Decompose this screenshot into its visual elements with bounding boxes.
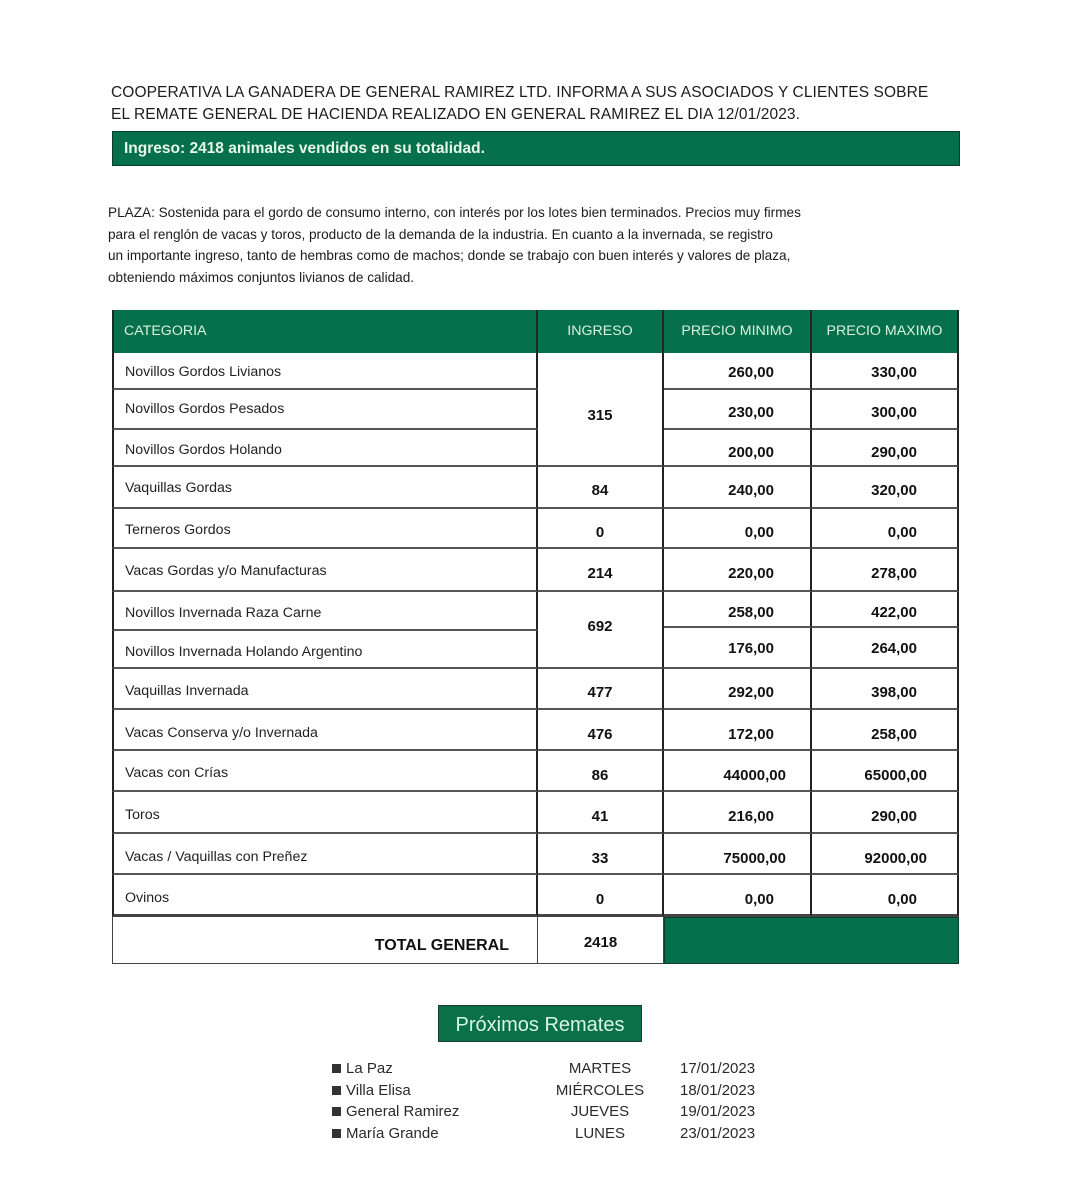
square-bullet-icon [332, 1086, 341, 1095]
remate-place: Villa Elisa [346, 1081, 411, 1099]
table-row-precio-min: 240,00 [664, 467, 812, 509]
table-row-precio-min: 176,00 [664, 628, 812, 669]
table-row-precio-min: 216,00 [664, 792, 812, 834]
list-item [332, 1081, 792, 1103]
table-row-precio-max: 398,00 [812, 669, 959, 710]
list-item [332, 1059, 792, 1081]
table-row-ingreso: 692 [538, 592, 664, 669]
square-bullet-icon [332, 1064, 341, 1073]
table-row-precio-max: 258,00 [812, 710, 959, 751]
table-row-category: Vacas Conserva y/o Invernada [112, 710, 538, 751]
remate-day: MIÉRCOLES [555, 1081, 645, 1099]
remate-day: LUNES [574, 1124, 626, 1142]
remate-date: 19/01/2023 [680, 1103, 756, 1120]
table-row-category: Novillos Gordos Livianos [112, 353, 538, 390]
table-row-category: Terneros Gordos [112, 509, 538, 549]
table-row-precio-max: 290,00 [812, 792, 959, 834]
table-row-ingreso: 476 [538, 710, 664, 751]
table-row-precio-min: 200,00 [664, 430, 812, 467]
table-row-precio-min: 258,00 [664, 592, 812, 628]
prices-table [112, 310, 959, 965]
table-row-precio-max: 320,00 [812, 467, 959, 509]
total-value: 2418 [583, 934, 618, 951]
proximos-remates-list [332, 1059, 792, 1145]
total-label-cell [112, 917, 538, 964]
table-row-category: Novillos Invernada Holando Argentino [112, 631, 538, 669]
total-label: TOTAL GENERAL [374, 937, 509, 954]
table-row-precio-min: 230,00 [664, 390, 812, 430]
column-header-label: PRECIO MAXIMO [826, 323, 943, 339]
remate-day: MARTES [568, 1060, 632, 1077]
table-row-category: Vacas Gordas y/o Manufacturas [112, 549, 538, 592]
table-row-precio-min: 75000,00 [664, 834, 812, 875]
total-green-fill [664, 917, 959, 964]
table-row-precio-max: 300,00 [812, 390, 959, 430]
column-header-label: PRECIO MINIMO [681, 323, 793, 339]
plaza-line: obteniendo máximos conjuntos livianos de calidad. [108, 269, 415, 285]
table-row-precio-max: 92000,00 [812, 834, 959, 875]
column-header-ingreso [538, 310, 664, 353]
column-header-precio-maximo [812, 310, 959, 353]
table-row-precio-min: 260,00 [664, 353, 812, 390]
ingreso-banner [112, 131, 960, 166]
column-header-categoria [112, 310, 538, 353]
table-row-category: Novillos Gordos Holando [112, 430, 538, 467]
remate-place: La Paz [346, 1060, 393, 1077]
table-row-precio-max: 264,00 [812, 628, 959, 669]
table-row-category: Vaquillas Gordas [112, 467, 538, 509]
plaza-line: para el renglón de vacas y toros, producto de la demanda de la industria. En cuanto a la invernada, se registro [108, 226, 773, 242]
plaza-summary [108, 202, 928, 288]
table-row-precio-min: 44000,00 [664, 751, 812, 792]
heading-line-2: EL REMATE GENERAL DE HACIENDA REALIZADO EN GENERAL RAMIREZ EL DIA 12/01/2023. [111, 106, 801, 123]
table-row-precio-max: 290,00 [812, 430, 959, 467]
column-header-label: CATEGORIA [124, 323, 207, 339]
table-row-ingreso: 86 [538, 751, 664, 792]
table-row-category: Vaquillas Invernada [112, 669, 538, 710]
table-row-precio-max: 330,00 [812, 353, 959, 390]
remate-date: 17/01/2023 [680, 1060, 756, 1077]
remate-place: General Ramirez [346, 1103, 460, 1120]
table-row-precio-min: 0,00 [664, 875, 812, 917]
table-row-precio-min: 172,00 [664, 710, 812, 751]
table-row-category: Vacas con Crías [112, 751, 538, 792]
plaza-line: PLAZA: Sostenida para el gordo de consumo interno, con interés por los lotes bien terminados. Precios muy firmes [108, 205, 801, 220]
total-value-cell [538, 917, 664, 964]
table-row-ingreso: 214 [538, 549, 664, 592]
proximos-remates-title-text: Próximos Remates [455, 1014, 625, 1036]
proximos-remates-title [438, 1005, 642, 1042]
remate-day: JUEVES [570, 1103, 630, 1120]
remate-date: 18/01/2023 [680, 1081, 756, 1099]
table-row-category: Vacas / Vaquillas con Preñez [112, 834, 538, 875]
square-bullet-icon [332, 1129, 341, 1138]
table-row-precio-min: 292,00 [664, 669, 812, 710]
table-row-category: Ovinos [112, 875, 538, 917]
table-row-ingreso: 84 [538, 467, 664, 509]
column-header-label: INGRESO [567, 323, 633, 339]
remate-place: María Grande [346, 1124, 439, 1142]
table-row-ingreso: 0 [538, 875, 664, 917]
square-bullet-icon [332, 1107, 341, 1116]
table-row-precio-max: 0,00 [812, 875, 959, 917]
table-row-ingreso: 315 [538, 353, 664, 467]
table-row-precio-max: 65000,00 [812, 751, 959, 792]
table-row-ingreso: 33 [538, 834, 664, 875]
heading-line-1: COOPERATIVA LA GANADERA DE GENERAL RAMIREZ LTD. INFORMA A SUS ASOCIADOS Y CLIENTES SOBRE [111, 84, 929, 101]
table-row-ingreso: 0 [538, 509, 664, 549]
table-row-precio-min: 0,00 [664, 509, 812, 549]
table-row-category: Novillos Invernada Raza Carne [112, 592, 538, 631]
list-item [332, 1102, 792, 1124]
column-header-precio-minimo [664, 310, 812, 353]
table-row-precio-max: 0,00 [812, 509, 959, 549]
table-row-category: Toros [112, 792, 538, 834]
list-item [332, 1124, 792, 1146]
table-row-precio-min: 220,00 [664, 549, 812, 592]
ingreso-banner-text: Ingreso: 2418 animales vendidos en su totalidad. [124, 140, 485, 157]
table-row-precio-max: 278,00 [812, 549, 959, 592]
remate-date: 23/01/2023 [680, 1124, 756, 1142]
table-row-ingreso: 477 [538, 669, 664, 710]
table-row-precio-max: 422,00 [812, 592, 959, 628]
report-heading [111, 82, 971, 126]
table-row-ingreso: 41 [538, 792, 664, 834]
plaza-line: un importante ingreso, tanto de hembras como de machos; donde se trabajo con buen interés y valores de plaza, [108, 248, 791, 264]
table-row-category: Novillos Gordos Pesados [112, 390, 538, 430]
